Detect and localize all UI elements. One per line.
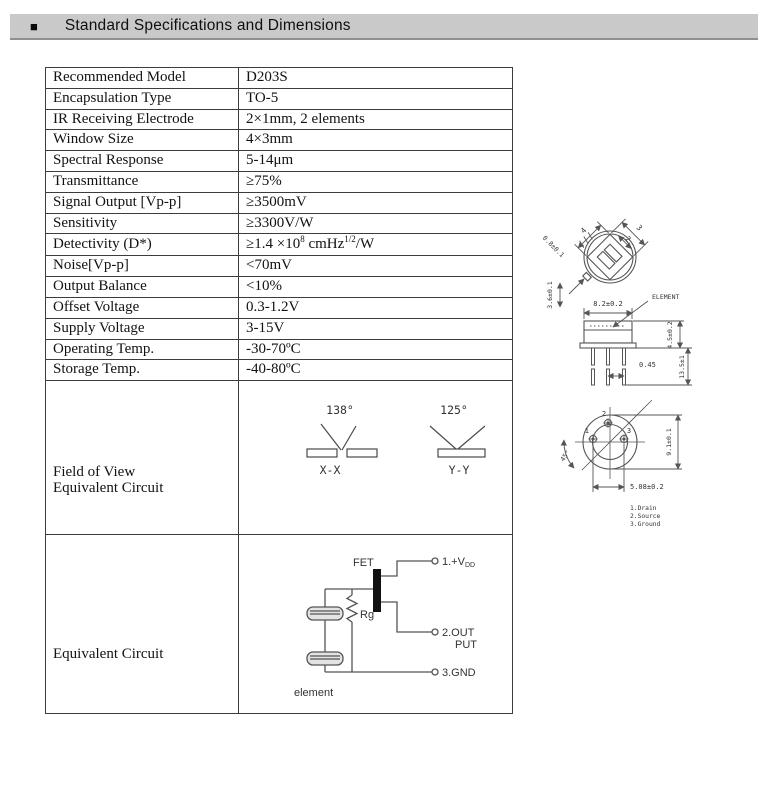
spec-value: 5-14μm <box>239 151 513 172</box>
spec-label: Operating Temp. <box>46 339 239 360</box>
dim-side: 3.6±0.1 <box>546 281 554 309</box>
equivalent-circuit-label: Equivalent Circuit <box>46 534 239 713</box>
fet-bar <box>373 569 381 612</box>
spec-value: 0.3-1.2V <box>239 297 513 318</box>
yy-caption: Y-Y <box>448 463 470 478</box>
pin3-gnd-label: 3.GND <box>442 666 476 679</box>
rg-label: Rg <box>360 608 375 621</box>
spec-label: Output Balance <box>46 277 239 298</box>
spec-value: 3-15V <box>239 318 513 339</box>
legend-drain: 1.Drain <box>630 505 657 512</box>
equivalent-circuit-diagram <box>246 535 519 708</box>
table-row <box>46 277 513 298</box>
dim-window-width: 3 <box>634 222 645 233</box>
spec-label: Noise[Vp-p] <box>46 256 239 277</box>
dim-can-height: 4.5±0.2 <box>666 321 674 349</box>
bottom-view-drawing <box>559 400 682 528</box>
table-row <box>46 109 513 130</box>
fov-label: Field of View Equivalent Circuit <box>46 381 239 535</box>
section-title: Standard Specifications and Dimensions <box>64 17 351 34</box>
dim-lead-diameter: 0.45 <box>639 361 656 369</box>
side-view-drawing <box>580 293 692 385</box>
legend-source: 2.Source <box>630 513 661 520</box>
spec-value: -30-70ºC <box>239 339 513 360</box>
spec-label: Signal Output [Vp-p] <box>46 192 239 213</box>
dim-pin-pitch: 5.08±0.2 <box>630 483 664 491</box>
equivalent-circuit-row <box>46 534 513 713</box>
spec-label: Offset Voltage <box>46 297 239 318</box>
field-of-view-diagram <box>246 381 519 529</box>
pin1-number: 1 <box>584 427 589 435</box>
field-of-view-row <box>46 381 513 535</box>
table-row <box>46 192 513 213</box>
dim-can-diameter: 8.2±0.2 <box>593 300 623 308</box>
spec-table <box>45 67 513 714</box>
spec-label: Window Size <box>46 130 239 151</box>
dimension-drawings <box>540 195 768 545</box>
spec-value: 4×3mm <box>239 130 513 151</box>
table-row <box>46 360 513 381</box>
xx-angle-label: 138° <box>326 403 354 418</box>
spec-value: ≥75% <box>239 171 513 192</box>
table-row <box>46 234 513 256</box>
fet-label: FET <box>353 556 374 569</box>
element-label: element <box>294 686 334 699</box>
fov-diagram-cell <box>239 381 513 535</box>
spec-label: Supply Voltage <box>46 318 239 339</box>
pin2-number: 2 <box>601 410 607 418</box>
table-row <box>46 256 513 277</box>
spec-value: D203S <box>239 68 513 89</box>
spec-label: Encapsulation Type <box>46 88 239 109</box>
dim-circle-diameter: 9.1±0.1 <box>665 428 673 456</box>
spec-value: ≥3500mV <box>239 192 513 213</box>
xx-caption: X-X <box>319 463 341 478</box>
spec-value: $\ge 1.4 \times 10^8$ cmHz$^{1/2}$/W <box>239 234 513 256</box>
pin1-vdd-label: 1.+VDD <box>442 555 476 569</box>
spec-label: Spectral Response <box>46 151 239 172</box>
spec-label: Detectivity (D*) <box>46 234 239 256</box>
pin2-output-label-line1: 2.OUT <box>442 626 475 639</box>
section-header-bar <box>10 14 758 40</box>
spec-value: <10% <box>239 277 513 298</box>
dim-angle: 45° <box>558 448 573 463</box>
square-bullet-icon: ■ <box>30 18 38 34</box>
dim-window-length: 4 <box>578 225 589 236</box>
pin3-number: 3 <box>626 427 632 435</box>
table-row <box>46 171 513 192</box>
table-row <box>46 88 513 109</box>
spec-value: <70mV <box>239 256 513 277</box>
spec-label: Recommended Model <box>46 68 239 89</box>
spec-value: -40-80ºC <box>239 360 513 381</box>
table-row <box>46 318 513 339</box>
table-row <box>46 151 513 172</box>
dim-lead-length: 13.5±1 <box>678 355 686 379</box>
table-row <box>46 297 513 318</box>
table-row <box>46 213 513 234</box>
dim-element-width: 2 <box>623 234 633 244</box>
spec-label: Storage Temp. <box>46 360 239 381</box>
spec-label: Transmittance <box>46 171 239 192</box>
spec-label: IR Receiving Electrode <box>46 109 239 130</box>
top-view-drawing <box>541 219 648 309</box>
equivalent-circuit-cell <box>239 534 513 713</box>
pin2-output-label-line2: PUT <box>455 638 477 651</box>
spec-value: 2×1mm, 2 elements <box>239 109 513 130</box>
spec-value: TO-5 <box>239 88 513 109</box>
dim-tab: 0.8±0.1 <box>540 234 566 260</box>
yy-angle-label: 125° <box>440 403 468 418</box>
table-row <box>46 339 513 360</box>
table-row <box>46 68 513 89</box>
spec-label: Sensitivity <box>46 213 239 234</box>
element-callout: ELEMENT <box>652 293 680 301</box>
table-row <box>46 130 513 151</box>
spec-value: ≥3300V/W <box>239 213 513 234</box>
legend-ground: 3.Ground <box>630 521 661 528</box>
